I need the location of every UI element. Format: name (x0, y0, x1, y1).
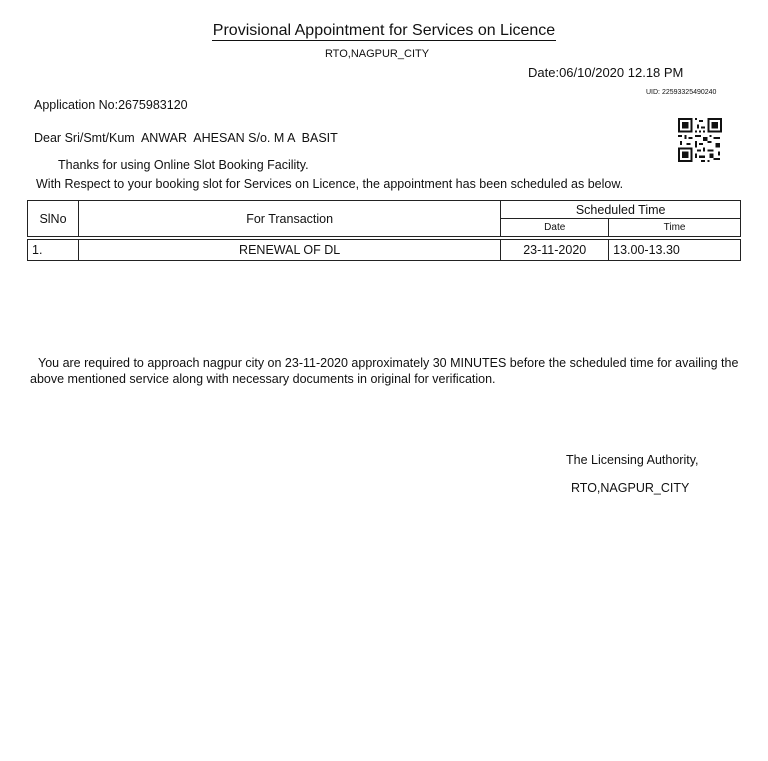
issue-date: Date:06/10/2020 12.18 PM (528, 65, 684, 80)
signature-office: RTO,NAGPUR_CITY (571, 481, 690, 495)
thanks-line: Thanks for using Online Slot Booking Facility. (58, 158, 309, 172)
booking-intro: With Respect to your booking slot for Services on Licence, the appointment has been scheduled as below. (36, 177, 624, 191)
header-sl-no: SlNo (28, 201, 79, 237)
header-transaction: For Transaction (78, 201, 500, 237)
office-name: RTO,NAGPUR_CITY (324, 48, 430, 60)
header-time: Time (609, 219, 741, 237)
instruction-paragraph: You are required to approach nagpur city on 23-11-2020 approximately 30 MINUTES before the scheduled time for availing the above mentioned service along with necessary documents in original for verification. (30, 356, 739, 386)
table-header-row (28, 201, 741, 219)
qr-code-icon (678, 118, 722, 162)
application-number: Application No:2675983120 (34, 98, 188, 112)
table-row (28, 240, 741, 261)
header-date: Date (501, 219, 609, 237)
row-time: 13.00-13.30 (609, 240, 741, 261)
signature-title: The Licensing Authority, (566, 453, 699, 467)
row-date: 23-11-2020 (501, 240, 609, 261)
row-transaction: RENEWAL OF DL (78, 240, 500, 261)
row-sl-no: 1. (28, 240, 79, 261)
uid-label: UID: 22593325490240 (646, 89, 717, 96)
document-title: Provisional Appointment for Services on Licence (212, 22, 556, 39)
appointment-table (27, 200, 741, 261)
salutation: Dear Sri/Smt/Kum ANWAR AHESAN S/o. M A BASIT (34, 131, 338, 145)
header-scheduled-time: Scheduled Time (501, 201, 741, 219)
